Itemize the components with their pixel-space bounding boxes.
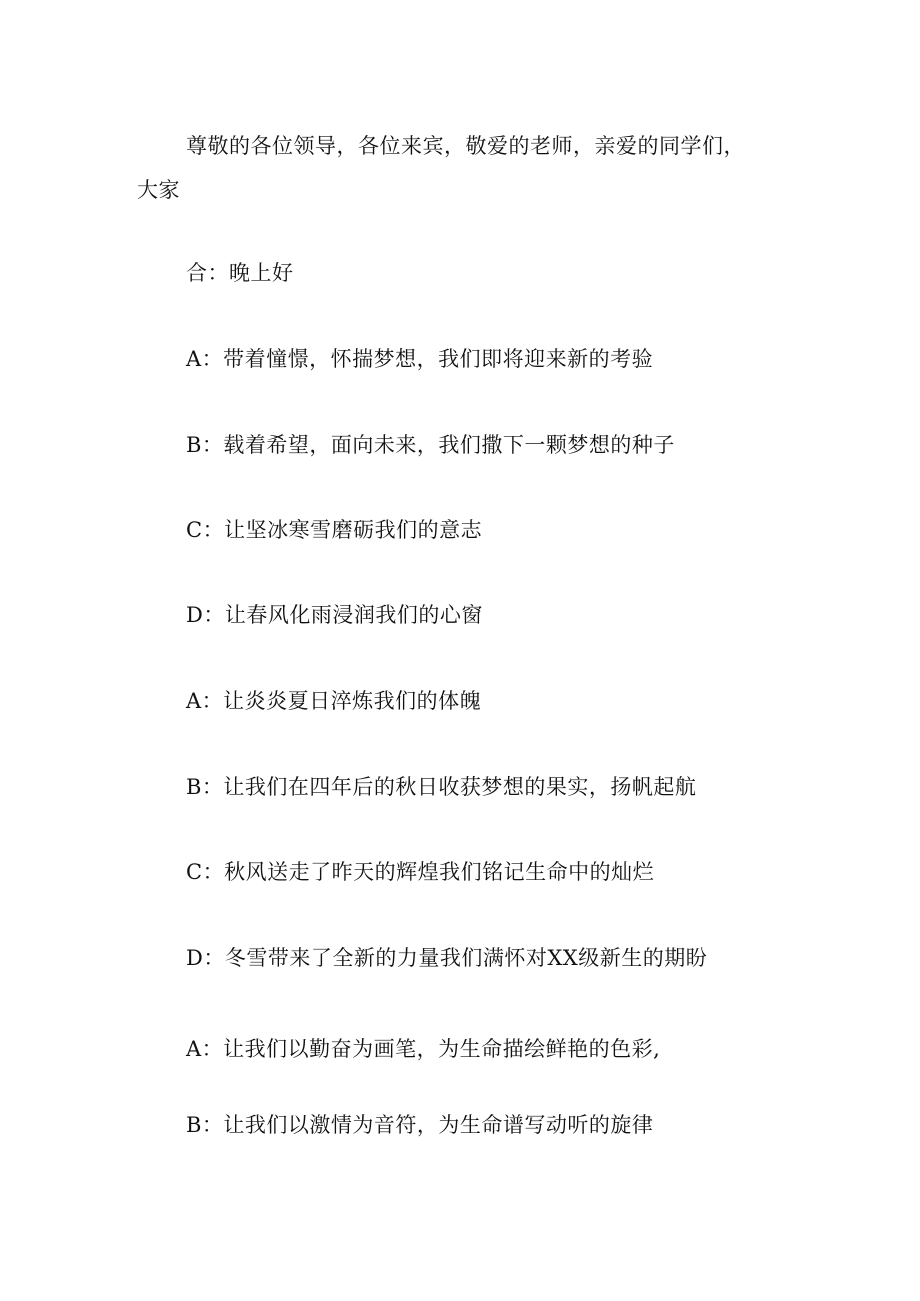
script-line-greeting: 合：晚上好 [186,261,294,285]
script-line: C：秋风送走了昨天的辉煌我们铭记生命中的灿烂 [186,860,655,884]
script-line: D：让春风化雨浸润我们的心窗 [186,603,483,627]
script-line: C：让坚冰寒雪磨砺我们的意志 [186,518,483,542]
script-line: A：带着憧憬，怀揣梦想，我们即将迎来新的考验 [186,347,654,371]
script-line: B：让我们在四年后的秋日收获梦想的果实，扬帆起航 [186,775,697,799]
script-line: B：让我们以激情为音符，为生命谱写动听的旋律 [186,1113,654,1137]
script-line: D：冬雪带来了全新的力量我们满怀对XX级新生的期盼 [186,946,708,970]
opening-paragraph: 尊敬的各位领导，各位来宾，敬爱的老师，亲爱的同学们，大家 [137,134,745,202]
script-line: B：载着希望，面向未来，我们撒下一颗梦想的种子 [186,433,675,457]
script-line: A：让炎炎夏日淬炼我们的体魄 [186,689,482,713]
script-line: A：让我们以勤奋为画笔，为生命描绘鲜艳的色彩, [186,1037,661,1061]
